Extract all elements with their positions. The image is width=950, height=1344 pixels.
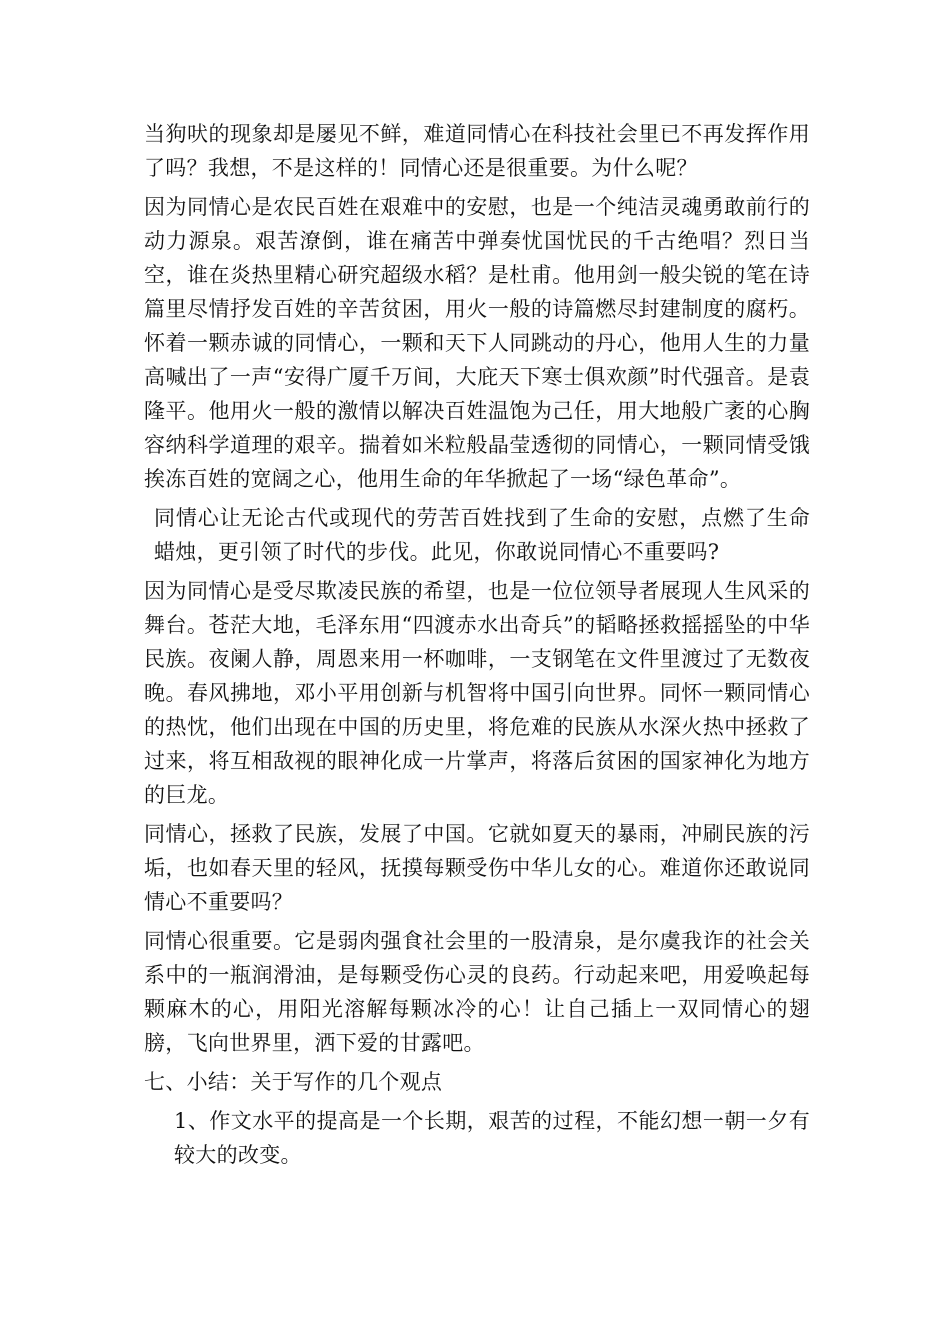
paragraph-4: 因为同情心是受尽欺凌民族的希望，也是一位位领导者展现人生风采的舞台。苍茫大地，毛泽东用“四渡赤水出奇兵”的韬略拯救摇摇坠的中华民族。夜阑人静，周恩来用一杯咖啡，一支钢笔在文件里渡过了无数夜晚。春风拂地，邓小平用创新与机智将中国引向世界。同怀一颗同情心的热忱，他们出现在中国的历史里，将危难的民族从水深火热中拯救了过来，将互相敌视的眼神化成一片掌声，将落后贫困的国家神化为地方的巨龙。 (144, 579, 810, 807)
paragraph-1: 当狗吠的现象却是屡见不鲜，难道同情心在科技社会里已不再发挥作用了吗？我想，不是这样的！同情心还是很重要。为什么呢？ (144, 122, 810, 180)
paragraph-5: 同情心，拯救了民族，发展了中国。它就如夏天的暴雨，冲刷民族的污垢，也如春天里的轻风，抚摸每颗受伤中华儿女的心。难道你还敢说同情心不重要吗？ (144, 822, 810, 914)
section-heading: 七、小结：关于写作的几个观点 (144, 1070, 443, 1094)
paragraph-3: 同情心让无论古代或现代的劳苦百姓找到了生命的安慰，点燃了生命蜡烛，更引领了时代的步伐。此见，你敢说同情心不重要吗? (154, 506, 810, 564)
paragraph-6: 同情心很重要。它是弱肉强食社会里的一股清泉，是尔虞我诈的社会关系中的一瓶润滑油，是每颗受伤心灵的良药。行动起来吧，用爱唤起每颗麻木的心，用阳光溶解每颗冰冷的心！让自己插上一双同情心的翅膀，飞向世界里，洒下爱的甘露吧。 (144, 929, 810, 1055)
document-body (144, 117, 810, 1172)
paragraph-2: 因为同情心是农民百姓在艰难中的安慰，也是一个纯洁灵魂勇敢前行的动力源泉。艰苦潦倒，谁在痛苦中弹奏忧国忧民的千古绝唱？烈日当空，谁在炎热里精心研究超级水稻？是杜甫。他用剑一般尖锐的笔在诗篇里尽情抒发百姓的辛苦贫困，用火一般的诗篇燃尽封建制度的腐朽。怀着一颗赤诚的同情心，一颗和天下人同跳动的丹心，他用人生的力量高喊出了一声“安得广厦千万间，大庇天下寒士俱欢颜”时代强音。是袁隆平。他用火一般的激情以解决百姓温饱为己任，用大地般广袤的心胸容纳科学道理的艰辛。揣着如米粒般晶莹透彻的同情心，一颗同情受饿挨冻百姓的宽阔之心，他用生命的年华掀起了一场“绿色革命”。 (144, 195, 810, 491)
list-item-1: 1、作文水平的提高是一个长期，艰苦的过程，不能幻想一朝一夕有较大的改变。 (174, 1109, 810, 1167)
